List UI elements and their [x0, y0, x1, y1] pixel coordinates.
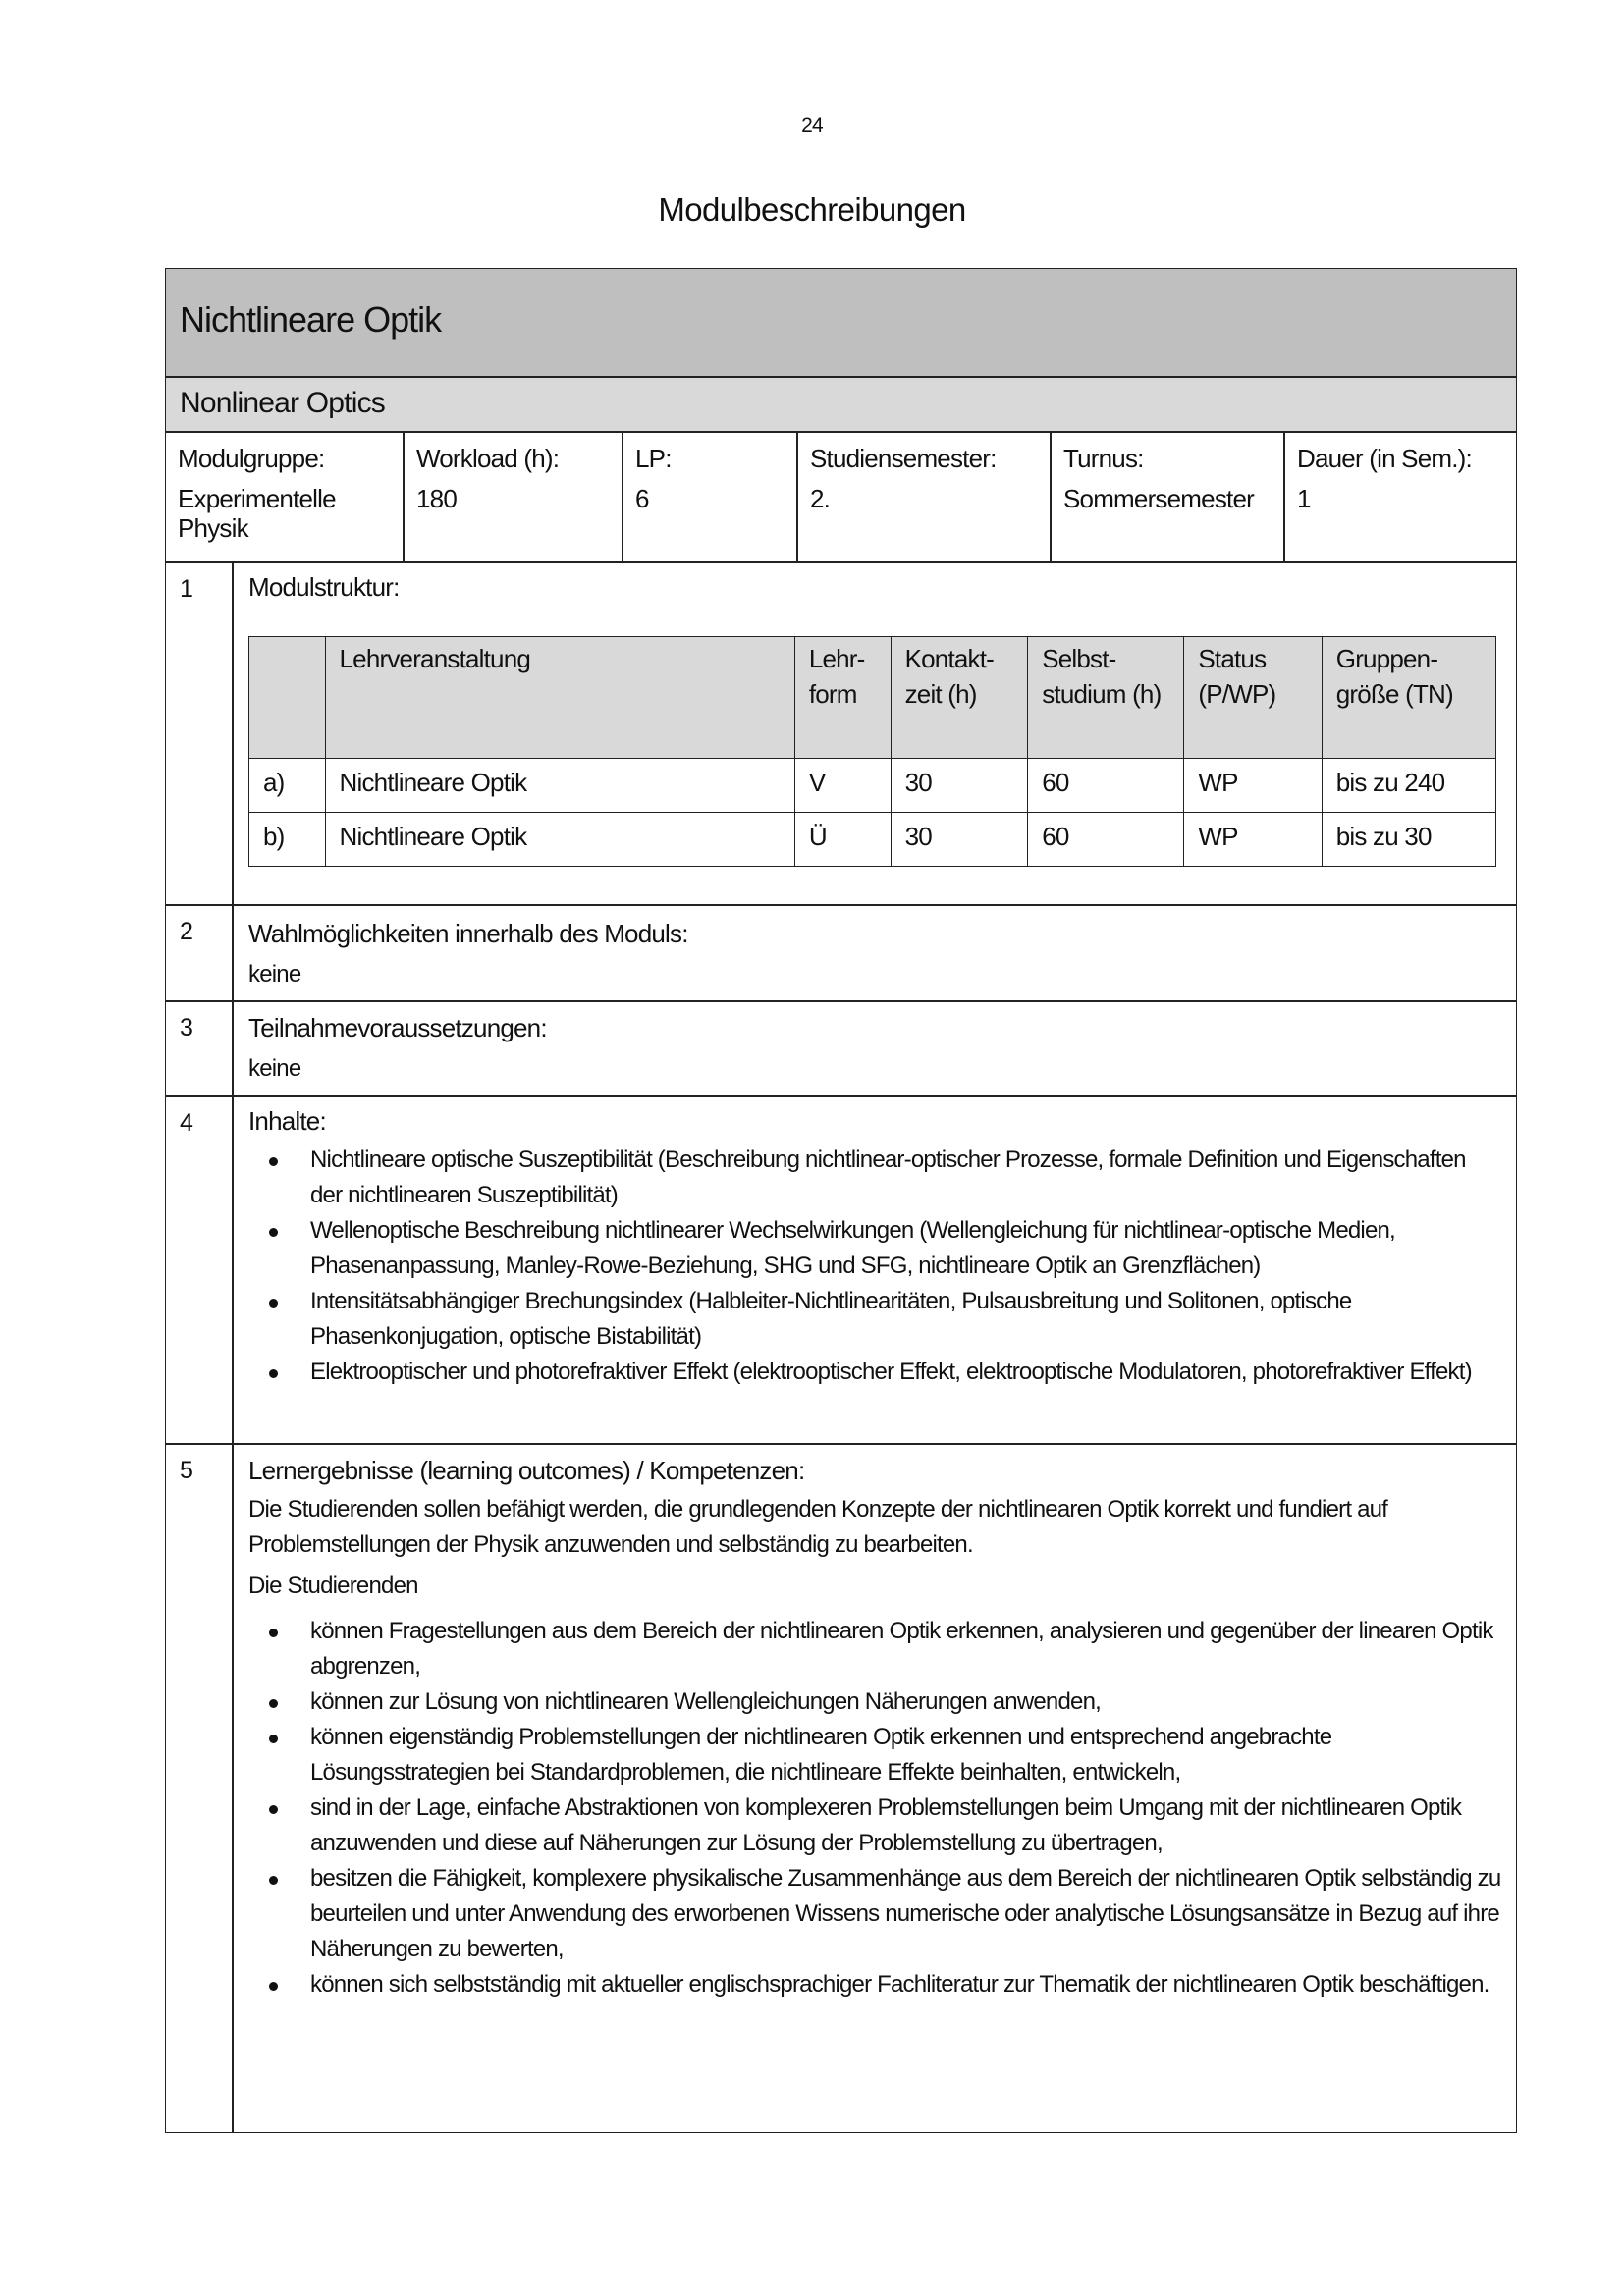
outcomes-list	[248, 1614, 1501, 2002]
list-item: Intensitätsabhängiger Brechungsindex (Halbleiter-Nichtlinearitäten, Pulsausbreitung und Solitonen, optische Phasenkonjugation, optische Bistabilität)	[310, 1284, 1501, 1355]
section-number: 1	[165, 562, 233, 905]
list-item: können sich selbstständig mit aktueller englischsprachiger Fachliteratur zur Thematik der nichtlinearen Optik beschäftigen.	[310, 1967, 1501, 2002]
self-study-hours: 60	[1028, 813, 1184, 867]
section-number: 2	[165, 905, 233, 1001]
list-item: Elektrooptischer und photorefraktiver Effekt (elektrooptischer Effekt, elektrooptische Modulatoren, photorefraktiver Effekt)	[310, 1355, 1501, 1390]
info-value: 2.	[810, 484, 831, 513]
info-value: Sommersemester	[1063, 484, 1254, 513]
info-label: Modulgruppe:	[178, 444, 325, 473]
group-size: bis zu 30	[1322, 813, 1495, 867]
table-header-row	[249, 637, 1496, 759]
section-heading: Wahlmöglichkeiten innerhalb des Moduls:	[248, 919, 688, 948]
header-cell: Lehr-form	[794, 637, 891, 759]
info-dauer	[1284, 432, 1517, 562]
section-number: 5	[165, 1444, 233, 2133]
section-heading: Inhalte:	[248, 1106, 326, 1136]
header-cell: Kontakt-zeit (h)	[891, 637, 1028, 759]
list-item: können Fragestellungen aus dem Bereich der nichtlinearen Optik erkennen, analysieren und gegenüber der linearen Optik abgrenzen,	[310, 1614, 1501, 1684]
self-study-hours: 60	[1028, 759, 1184, 813]
list-item: können eigenständig Problemstellungen der nichtlinearen Optik erkennen und entsprechend angebrachte Lösungsstrategien bei Standardproblemen, die nichtlineare Effekte beinhalten, entwickeln,	[310, 1720, 1501, 1790]
course-form: Ü	[794, 813, 891, 867]
section-heading: Teilnahmevoraussetzungen:	[248, 1013, 547, 1042]
info-lp	[623, 432, 797, 562]
section-heading: Modulstruktur:	[248, 572, 400, 602]
info-studiensemester	[797, 432, 1051, 562]
header-cell	[249, 637, 326, 759]
info-label: Turnus:	[1063, 444, 1144, 473]
header-cell: Selbst-studium (h)	[1028, 637, 1184, 759]
module-title: Nichtlineare Optik	[165, 268, 1517, 377]
info-turnus	[1051, 432, 1284, 562]
info-label: Dauer (in Sem.):	[1297, 444, 1472, 473]
page-number: 24	[801, 114, 823, 136]
header-cell: Lehrveranstaltung	[325, 637, 794, 759]
row-label: b)	[249, 813, 326, 867]
module-subtitle: Nonlinear Optics	[165, 377, 1517, 432]
info-value: Experimentelle Physik	[178, 484, 336, 543]
list-item: sind in der Lage, einfache Abstraktionen von komplexeren Problemstellungen beim Umgang mit der nichtlinearen Optik anzuwenden und diese auf Näherungen zur Lösung der Problemstellung zu übertragen,	[310, 1790, 1501, 1861]
course-structure-table	[248, 636, 1496, 867]
section-teilnahmevoraussetzungen	[233, 1001, 1517, 1096]
info-label: LP:	[635, 444, 672, 473]
group-size: bis zu 240	[1322, 759, 1495, 813]
status: WP	[1184, 759, 1322, 813]
section-text: keine	[248, 1055, 301, 1082]
course-name: Nichtlineare Optik	[325, 759, 794, 813]
status: WP	[1184, 813, 1322, 867]
list-item: Wellenoptische Beschreibung nichtlinearer Wechselwirkungen (Wellengleichung für nichtlinear-optische Medien, Phasenanpassung, Manley-Rowe-Beziehung, SHG und SFG, nichtlineare Optik an Grenzflächen)	[310, 1213, 1501, 1284]
info-label: Workload (h):	[416, 444, 560, 473]
table-row	[249, 813, 1496, 867]
header-cell: Status (P/WP)	[1184, 637, 1322, 759]
list-item: können zur Lösung von nichtlinearen Wellengleichungen Näherungen anwenden,	[310, 1684, 1501, 1720]
contact-hours: 30	[891, 759, 1028, 813]
info-value: 6	[635, 484, 649, 513]
section-number: 3	[165, 1001, 233, 1096]
section-text: keine	[248, 961, 301, 988]
info-label: Studiensemester:	[810, 444, 997, 473]
document-title: Modulbeschreibungen	[658, 191, 966, 228]
info-value: 1	[1297, 484, 1311, 513]
header-cell: Gruppen-größe (TN)	[1322, 637, 1495, 759]
course-name: Nichtlineare Optik	[325, 813, 794, 867]
list-item: Nichtlineare optische Suszeptibilität (Beschreibung nichtlinear-optischer Prozesse, formale Definition und Eigenschaften der nichtlinearen Suszeptibilität)	[310, 1143, 1501, 1213]
course-form: V	[794, 759, 891, 813]
table-row	[249, 759, 1496, 813]
info-value: 180	[416, 484, 457, 513]
section-number: 4	[165, 1096, 233, 1444]
info-modulgruppe	[165, 432, 404, 562]
section-heading: Lernergebnisse (learning outcomes) / Kompetenzen:	[248, 1456, 805, 1485]
section-wahlmoeglichkeiten	[233, 905, 1517, 1001]
section-inhalte	[233, 1096, 1517, 1444]
lead-text: Die Studierenden	[248, 1573, 418, 1599]
contact-hours: 30	[891, 813, 1028, 867]
intro-paragraph: Die Studierenden sollen befähigt werden, die grundlegenden Konzepte der nichtlinearen Optik korrekt und fundiert auf Problemstellungen der Physik anzuwenden und selbständig zu bearbeiten.	[248, 1496, 1388, 1558]
contents-list	[248, 1143, 1501, 1390]
list-item: besitzen die Fähigkeit, komplexere physikalische Zusammenhänge aus dem Bereich der nichtlinearen Optik selbständig zu beurteilen und unter Anwendung des erworbenen Wissens numerische oder analytische Lösungsansätze in Bezug auf ihre Näherungen zu bewerten,	[310, 1861, 1501, 1967]
section-lernergebnisse	[233, 1444, 1517, 2133]
row-label: a)	[249, 759, 326, 813]
info-workload	[404, 432, 623, 562]
